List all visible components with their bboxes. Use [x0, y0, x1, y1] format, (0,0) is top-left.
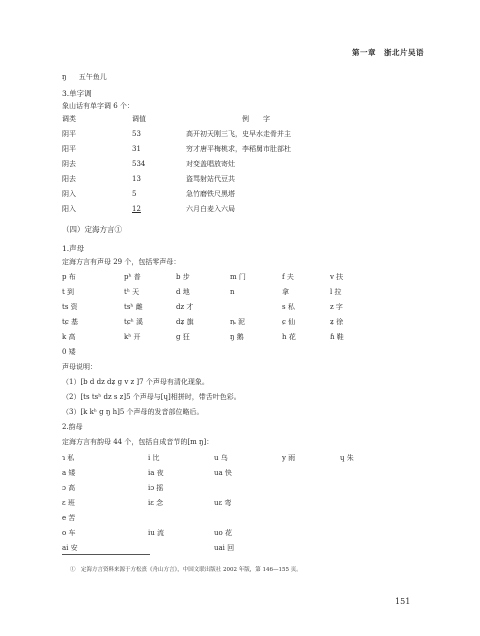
- zero-initial: 0 矮: [62, 348, 76, 356]
- section-3-title: 3.单字调: [62, 89, 92, 98]
- tone-row-value: 53: [132, 130, 141, 138]
- consonant-cell: tsʰ 雌: [124, 303, 143, 311]
- tone-row-category: 阳去: [62, 175, 76, 183]
- consonant-cell: z 字: [330, 303, 343, 311]
- vowel-cell: u 乌: [214, 454, 228, 462]
- vowel-cell: iɔ 摇: [148, 484, 164, 492]
- consonant-note: （2）[ts tsʰ dz s z]5 个声母与[ɥ]相拼时，带舌叶色彩。: [62, 393, 241, 401]
- consonant-cell: ʑ 徐: [330, 318, 344, 326]
- consonant-cell: tʰ 天: [124, 288, 140, 296]
- consonant-cell: ɕ 仙: [282, 318, 296, 326]
- vowel-cell: ia 夜: [148, 469, 164, 477]
- vowels-title: 2.韵母: [62, 423, 83, 431]
- vowel-cell: iɛ 念: [148, 499, 164, 507]
- consonant-cell: kʰ 开: [124, 333, 141, 341]
- tones-header-examples: 例 字: [242, 115, 270, 123]
- vowel-cell: ua 快: [214, 469, 232, 477]
- vowel-cell: ɛ 班: [62, 499, 75, 507]
- vowel-cell: o 车: [62, 529, 76, 537]
- tone-row-examples: 盗骂射站代豆共: [186, 175, 235, 183]
- consonant-cell: pʰ 普: [124, 273, 141, 281]
- vowel-cell: uɛ 弯: [214, 499, 232, 507]
- vowel-cell: e 苦: [62, 514, 76, 522]
- vowel-cell: ɿ 私: [62, 454, 75, 462]
- tones-header-category: 调类: [62, 115, 76, 123]
- consonant-cell: ȵ 泥: [230, 318, 246, 326]
- top-line: [62, 72, 107, 82]
- tone-row-examples: 六月白麦入六局: [186, 205, 235, 213]
- consonant-note: （1）[b d dz dʑ g v z ]7 个声母有清化现象。: [62, 378, 209, 386]
- tone-row-value: 12: [132, 205, 141, 213]
- page-number-value: 151: [395, 597, 411, 606]
- consonant-cell: s 私: [282, 303, 295, 311]
- vowel-cell: ai 安: [62, 544, 78, 552]
- consonant-cell: d 地: [176, 288, 190, 296]
- consonant-notes-title: 声母说明：: [62, 363, 97, 371]
- top-line-symbol: ŋ: [62, 73, 67, 81]
- vowel-cell: uai 回: [214, 544, 235, 552]
- page-number: [395, 597, 414, 606]
- vowel-cell: a 矮: [62, 469, 76, 477]
- tone-row-value: 13: [132, 175, 141, 183]
- consonant-cell: 拿: [282, 288, 289, 296]
- consonant-cell: t 到: [62, 288, 75, 296]
- tone-row-value: 5: [132, 190, 137, 198]
- consonant-cell: n: [230, 288, 235, 296]
- consonant-cell: f 夫: [282, 273, 294, 281]
- tone-row-examples: 对变盖唱放寄灶: [186, 160, 235, 168]
- tone-row-examples: 高开初天刚三飞，史早水走骨并主: [186, 130, 291, 138]
- vowel-cell: uo 花: [214, 529, 232, 537]
- consonant-cell: k 高: [62, 333, 76, 341]
- tone-row-examples: 急竹磨铁尺黑塔: [186, 190, 235, 198]
- consonant-cell: tɕʰ 溪: [124, 318, 143, 326]
- consonants-title: 1.声母: [62, 244, 85, 253]
- vowel-cell: ɥ 朱: [340, 454, 354, 462]
- consonant-cell: ts 资: [62, 303, 78, 311]
- consonant-cell: h 花: [282, 333, 296, 341]
- consonant-cell: dʑ 旗: [176, 318, 194, 326]
- tones-intro: 象山话有单字调 6 个：: [62, 102, 134, 110]
- tone-row-examples: 穷才唐平梅桃求，李稻舅市肚部杜: [186, 145, 291, 153]
- tone-row-category: 阴平: [62, 130, 76, 138]
- consonant-cell: g 狂: [176, 333, 190, 341]
- consonant-cell: l 拉: [330, 288, 342, 296]
- consonant-cell: ɦ 鞋: [330, 333, 344, 341]
- consonants-intro: 定海方言有声母 29 个，包括零声母：: [62, 258, 181, 266]
- tones-header-value: 调值: [132, 115, 146, 123]
- consonant-note: （3）[k kʰ g ŋ h]5 个声母的发音部位略后。: [62, 408, 204, 416]
- consonant-cell: tɕ 基: [62, 318, 78, 326]
- tone-row-category: 阴去: [62, 160, 76, 168]
- tone-row-category: 阳平: [62, 145, 76, 153]
- consonant-cell: ŋ 鹅: [230, 333, 244, 341]
- vowel-cell: y 雨: [282, 454, 296, 462]
- tone-row-value: 534: [132, 160, 146, 168]
- tone-row-category: 阳入: [62, 205, 76, 213]
- section-title: （四）定海方言①: [62, 225, 122, 234]
- consonant-cell: b 步: [176, 273, 190, 281]
- footnote: ① 定海方言资料来源于方松熹《舟山方言》，中国文联出版社 2002 年版，第 146—155 页。: [70, 567, 302, 573]
- consonant-cell: p 布: [62, 273, 76, 281]
- vowel-cell: i 比: [148, 454, 160, 462]
- running-header: 第一章 浙北片吴语: [352, 48, 424, 57]
- consonant-cell: dz 才: [176, 303, 194, 311]
- page-number-suffix: [412, 600, 414, 606]
- footnote-rule: [62, 554, 150, 555]
- consonant-cell: v 扶: [330, 273, 344, 281]
- consonant-cell: m 门: [230, 273, 246, 281]
- tone-row-value: 31: [132, 145, 141, 153]
- vowel-cell: ɔ 高: [62, 484, 76, 492]
- vowel-cell: iu 流: [148, 529, 164, 537]
- top-line-text: 五午鱼儿: [78, 73, 107, 81]
- vowels-intro: 定海方言有韵母 44 个，包括自成音节的[m ŋ]：: [62, 438, 214, 446]
- tone-row-category: 阴入: [62, 190, 76, 198]
